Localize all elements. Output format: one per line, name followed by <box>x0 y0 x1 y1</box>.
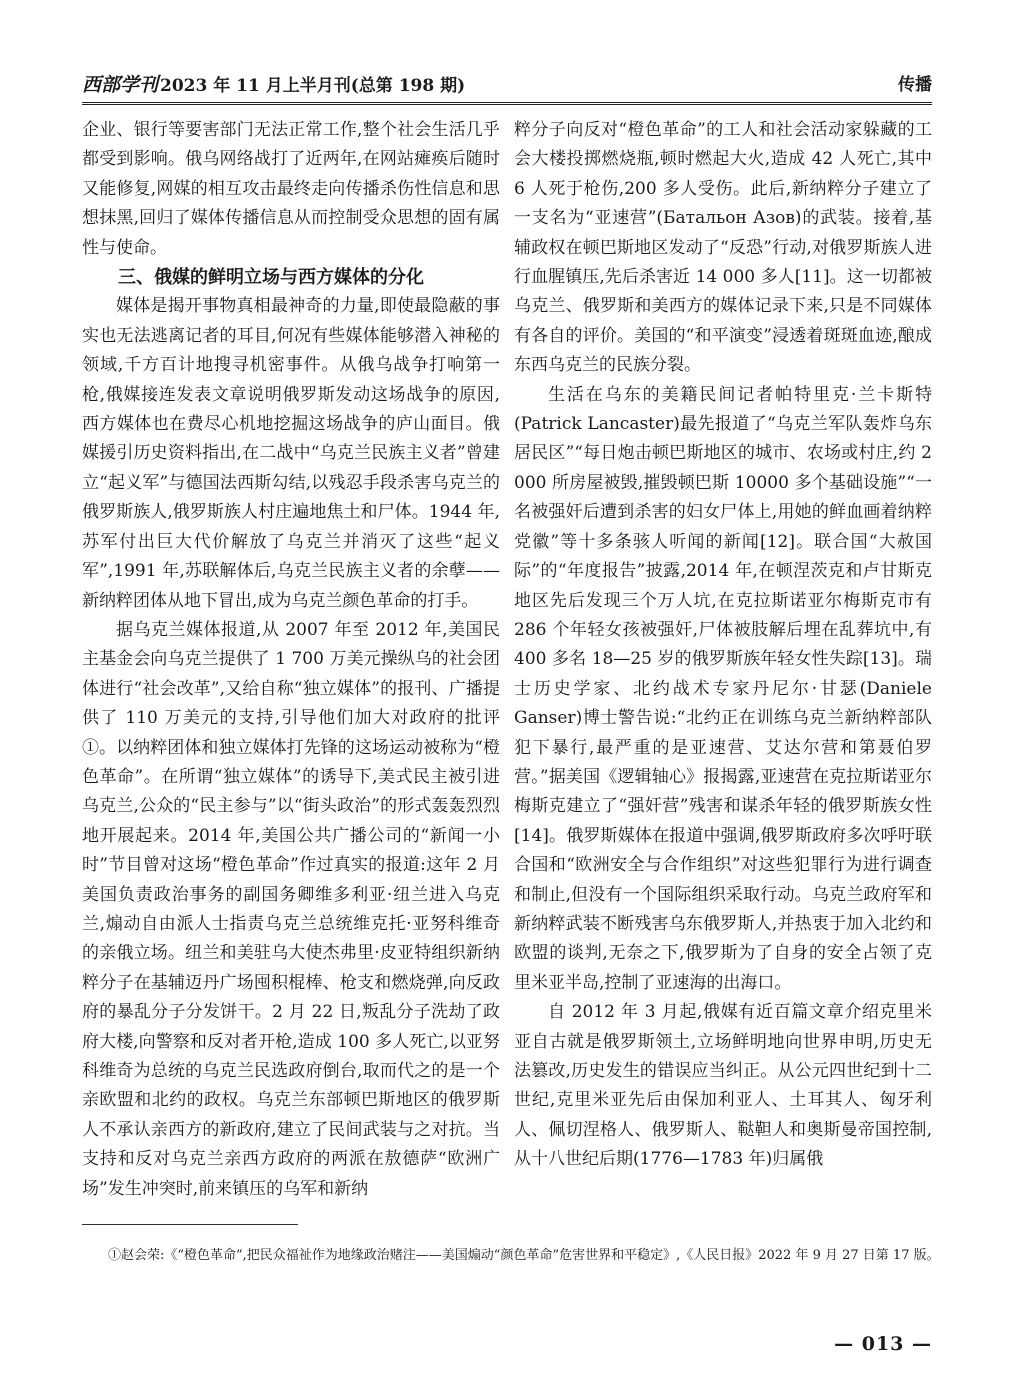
page-number: — 013 — <box>834 1333 932 1355</box>
section-name: 传播 <box>898 75 932 95</box>
journal-logo: 西部学刊 <box>82 74 159 96</box>
paragraph: 粹分子向反对“橙色革命”的工人和社会活动家躲藏的工会大楼投掷燃烧瓶,顿时燃起大火,造成 42 人死亡,其中 6 人死于枪伤,200 多人受伤。此后,新纳粹分子建立了一支名为“亚速营”(Батальон Азов)的武装。接着,基辅政权在顿巴斯地区发动了“反恐”行动,对俄罗斯族人进行血腥镇压,先后杀害近 14 000 多人[11]。这一切都被乌克兰、俄罗斯和美西方的媒体记录下来,只是不同媒体有各自的评价。美国的“和平演变”浸透着斑斑血迹,酿成东西乌克兰的民族分裂。 <box>514 120 932 376</box>
paragraph: 企业、银行等要害部门无法正常工作,整个社会生活几乎都受到影响。俄乌网络战打了近两年,在网站瘫痪后随时又能修复,网媒的相互攻击最终走向传播杀伤性信息和思想抹黑,回归了媒体传播信息从而控制受众思想的固有属性与使命。 <box>82 120 500 258</box>
paragraph: 生活在乌东的美籍民间记者帕特里克·兰卡斯特(Patrick Lancaster)最先报道了“乌克兰军队轰炸乌东居民区”“每日炮击顿巴斯地区的城市、农场或村庄,约 2 000 所房屋被毁,摧毁顿巴斯 10000 多个基础设施”“一名被强奸后遭到杀害的妇女尸体上,用她的鲜血画着纳粹党徽”等十多条骇人听闻的新闻[12]。联合国“大赦国际”的“年度报告”披露,2014 年,在顿涅茨克和卢甘斯克地区先后发现三个万人坑,在克拉斯诺亚尔梅斯克市有 286 个年轻女孩被强奸,尸体被肢解后埋在乱葬坑中,有 400 多名 18—25 岁的俄罗斯族年轻女性失踪[13]。瑞士历史学家、北约战术专家丹尼尔·甘瑟(Daniele Ganser)博士警告说:“北约正在训练乌克兰新纳粹部队犯下暴行,最严重的是亚速营、艾达尔营和第聂伯罗营。”据美国《逻辑轴心》报揭露,亚速营在克拉斯诺亚尔梅斯克建立了“强奸营”残害和谋杀年轻的俄罗斯族女性[14]。俄罗斯媒体在报道中强调,俄罗斯政府多次呼吁联合国和“欧洲安全与合作组织”对这些犯罪行为进行调查和制止,但没有一个国际组织采取行动。乌克兰政府军和新纳粹武装不断残害乌东俄罗斯人,并热衷于加入北约和欧盟的谈判,无奈之下,俄罗斯为了自身的安全占领了克里米亚半岛,控制了亚速海的出海口。 <box>514 384 932 993</box>
right-column <box>514 116 932 1175</box>
footnote-divider <box>82 1224 298 1225</box>
paragraph: 媒体是揭开事物真相最神奇的力量,即使最隐蔽的事实也无法逃离记者的耳目,何况有些媒体能够潜入神秘的领域,千方百计地搜寻机密事件。从俄乌战争打响第一枪,俄媒接连发表文章说明俄罗斯发动这场战争的原因,西方媒体也在费尽心机地挖掘这场战争的庐山面目。俄媒援引历史资料指出,在二战中“乌克兰民族主义者”曾建立“起义军”与德国法西斯勾结,以残忍手段杀害乌克兰的俄罗斯族人,俄罗斯族人村庄遍地焦土和尸体。1944 年,苏军付出巨大代价解放了乌克兰并消灭了这些“起义军”,1991 年,苏联解体后,乌克兰民族主义者的余孽——新纳粹团体从地下冒出,成为乌克兰颜色革命的打手。 <box>82 296 500 611</box>
footnote: ①赵会荣:《“橙色革命”,把民众福祉作为地缘政治赌注——美国煽动“颜色革命”危害世界和平稳定》,《人民日报》2022 年 9 月 27 日第 17 版。 <box>108 1248 940 1263</box>
section-heading: 三、俄媒的鲜明立场与西方媒体的分化 <box>118 267 424 289</box>
paragraph: 据乌克兰媒体报道,从 2007 年至 2012 年,美国民主基金会向乌克兰提供了 1 700 万美元操纵乌的社会团体进行“社会改革”,又给自称“独立媒体”的报刊、广播提供了 110 万美元的支持,引导他们加大对政府的批评①。以纳粹团体和独立媒体打先锋的这场运动被称为“橙色革命”。在所谓“独立媒体”的诱导下,美式民主被引进乌克兰,公众的“民主参与”以“街头政治”的形式轰轰烈烈地开展起来。2014 年,美国公共广播公司的“新闻一小时”节目曾对这场“橙色革命”作过真实的报道:这年 2 月美国负责政治事务的副国务卿维多利亚·纽兰进入乌克兰,煽动自由派人士指责乌克兰总统维克托·亚努科维奇的亲俄立场。纽兰和美驻乌大使杰弗里·皮亚特组织新纳粹分子在基辅迈丹广场囤积棍棒、枪支和燃烧弹,向反政府的暴乱分子分发饼干。2 月 22 日,叛乱分子洗劫了政府大楼,向警察和反对者开枪,造成 100 多人死亡,以亚努科维奇为总统的乌克兰民选政府倒台,取而代之的是一个亲欧盟和北约的政权。乌克兰东部顿巴斯地区的俄罗斯人不承认亲西方的新政府,建立了民间武装与之对抗。当支持和反对乌克兰亲西方政府的两派在敖德萨“欧洲广场”发生冲突时,前来镇压的乌军和新纳 <box>82 619 500 1199</box>
page-header <box>82 68 932 105</box>
issue-info: 2023 年 11 月上半月刊(总第 198 期) <box>160 76 466 96</box>
journal-title <box>82 70 465 97</box>
left-column <box>82 116 500 1204</box>
paragraph: 自 2012 年 3 月起,俄媒有近百篇文章介绍克里米亚自古就是俄罗斯领土,立场鲜明地向世界申明,历史无法篡改,历史发生的错误应当纠正。从公元四世纪到十二世纪,克里米亚先后由保加利亚人、土耳其人、匈牙利人、佩切涅格人、俄罗斯人、鞑靼人和奥斯曼帝国控制,从十八世纪后期(1776—1783 年)归属俄 <box>514 1002 932 1170</box>
